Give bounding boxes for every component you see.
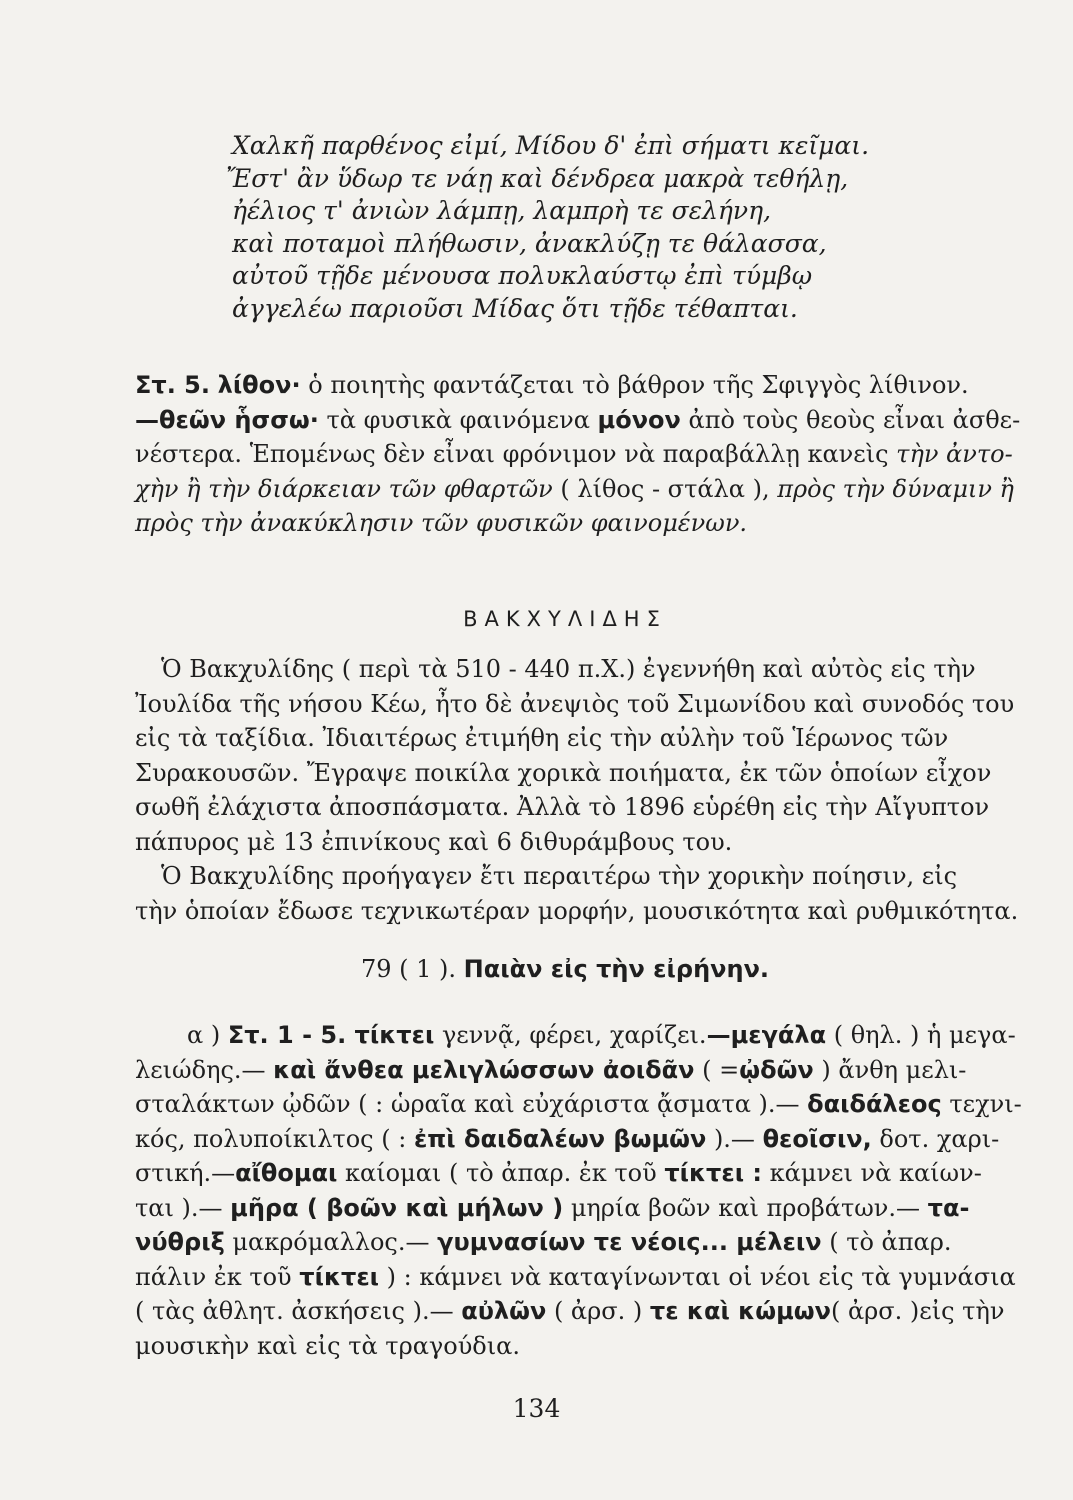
commentary-note-5: [135, 368, 1021, 541]
note-line: στική.—αἴθομαι καίομαι ( τὸ ἀπαρ. ἐκ τοῦ τίκτει : κάμνει νὰ καίων-: [135, 1159, 982, 1187]
poem-line: αὐτοῦ τῇδε μένουσα πολυκλαύστῳ ἐπὶ τύμβῳ: [232, 261, 813, 291]
note-line: λειώδης.— καὶ ἄνθεα μελιγλώσσων ἀοιδᾶν ( =ᾠδῶν ) ἄνθη μελι-: [135, 1055, 967, 1084]
poem-title: [135, 952, 995, 987]
bio-line: σωθῆ ἐλάχιστα ἀποσπάσματα. Ἀλλὰ τὸ 1896 εὑρέθη εἰς τὴν Αἴγυπτον: [135, 793, 990, 821]
note-line: πάλιν ἐκ τοῦ τίκτει ) : κάμνει νὰ καταγίνωνται οἱ νέοι εἰς τὰ γυμνάσια: [135, 1262, 1016, 1291]
note-line: σταλάκτων ᾠδῶν ( : ὡραῖα καὶ εὐχάριστα ᾄσματα ).— δαιδάλεος τεχνι-: [135, 1090, 1022, 1118]
poem-line: Χαλκῆ παρθένος εἰμί, Μίδου δ' ἐπὶ σήματι κεῖμαι.: [232, 131, 870, 160]
note-line: πρὸς τὴν ἀνακύκλησιν τῶν φυσικῶν φαινομένων.: [135, 509, 748, 537]
note-line: α ) Στ. 1 - 5. τίκτει γεννᾷ, φέρει, χαρίζει.—μεγάλα ( θηλ. ) ἡ μεγα-: [187, 1021, 1016, 1049]
bio-line: Ἰουλίδα τῆς νήσου Κέω, ἦτο δὲ ἀνεψιὸς τοῦ Σιμωνίδου καὶ συνοδός του: [135, 689, 1015, 718]
note-line: νέστερα. Ἑπομένως δὲν εἶναι φρόνιμον νὰ παραβάλλῃ κανεὶς τὴν ἀντο-: [135, 440, 1013, 468]
note-line: ( τὰς ἀθλητ. ἀσκήσεις ).— αὐλῶν ( ἀρσ. ) τε καὶ κώμων( ἀρσ. )εἰς τὴν: [135, 1297, 1005, 1325]
note-line: μουσικὴν καὶ εἰς τὰ τραγούδια.: [135, 1331, 520, 1360]
note-line: —θεῶν ἧσσω· τὰ φυσικὰ φαινόμενα μόνον ἀπὸ τοὺς θεοὺς εἶναι ἀσθε-: [135, 405, 1021, 434]
biography-paragraph: [135, 652, 1019, 928]
bio-line: Συρακουσῶν. Ἔγραψε ποικίλα χορικὰ ποιήματα, ἐκ τῶν ὁποίων εἶχον: [135, 758, 992, 787]
epigram-poem: [226, 130, 992, 326]
note-line: Στ. 5. λίθον· ὁ ποιητὴς φαντάζεται τὸ βάθρον τῆς Σφιγγὸς λίθινον.: [135, 371, 969, 399]
commentary-notes: [135, 1018, 1022, 1363]
bio-line: εἰς τὰ ταξίδια. Ἰδιαιτέρως ἐτιμήθη εἰς τὴν αὐλὴν τοῦ Ἱέρωνος τῶν: [135, 724, 949, 752]
bio-line: τὴν ὁποίαν ἔδωσε τεχνικωτέραν μορφήν, μουσικότητα καὶ ρυθμικότητα.: [135, 896, 1019, 925]
page-number: 134: [512, 1394, 561, 1423]
poem-title-text: Παιὰν εἰς τὴν εἰρήνην.: [463, 955, 770, 983]
bio-line: Ὁ Βακχυλίδης ( περὶ τὰ 510 - 440 π.Χ.) ἐγεννήθη καὶ αὐτὸς εἰς τὴν: [161, 655, 976, 683]
section-heading: ΒΑΚΧΥΛΙΔΗΣ: [463, 607, 667, 631]
note-line: κός, πολυποίκιλτος ( : ἐπὶ δαιδαλέων βωμῶν ).— θεοῖσιν, δοτ. χαρι-: [135, 1124, 1000, 1153]
note-line: ται ).— μῆρα ( βοῶν καὶ μήλων ) μηρία βοῶν καὶ προβάτων.— τα-: [135, 1193, 970, 1222]
bio-line: Ὁ Βακχυλίδης προήγαγεν ἔτι περαιτέρω τὴν χορικὴν ποίησιν, εἰς: [161, 862, 958, 890]
note-line: χὴν ἢ τὴν διάρκειαν τῶν φθαρτῶν ( λίθος - στάλα ), πρὸς τὴν δύναμιν ἢ: [135, 474, 1014, 503]
poem-line: καὶ ποταμοὶ πλήθωσιν, ἀνακλύζῃ τε θάλασσα,: [232, 228, 827, 258]
poem-line: ἀγγελέω παριοῦσι Μίδας ὅτι τῇδε τέθαπται.: [232, 293, 798, 323]
bio-line: πάπυρος μὲ 13 ἐπινίκους καὶ 6 διθυράμβους του.: [135, 827, 733, 856]
note-line: νύθριξ μακρόμαλλος.— γυμνασίων τε νέοις... μέλειν ( τὸ ἀπαρ.: [135, 1228, 952, 1256]
poem-number: 79 ( 1 ).: [360, 955, 457, 983]
poem-line: Ἔστ' ἂν ὕδωρ τε νάῃ καὶ δένδρεα μακρὰ τεθήλῃ,: [226, 163, 849, 193]
poem-line: ἠέλιος τ' ἀνιὼν λάμπῃ, λαμπρὴ τε σελήνη,: [232, 196, 772, 226]
